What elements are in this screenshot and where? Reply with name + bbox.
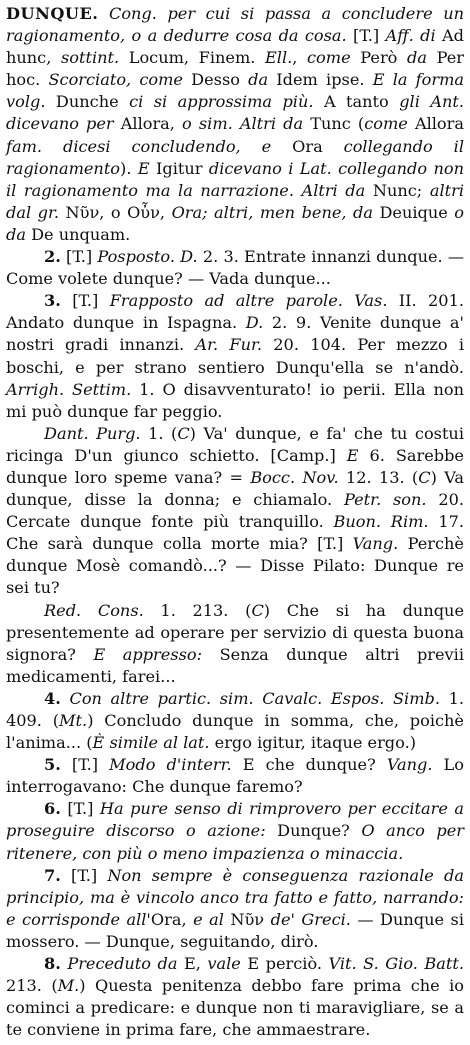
text-run: ergo igitur, itaque ergo.) bbox=[209, 733, 416, 753]
text-run: È simile al lat. bbox=[92, 733, 210, 753]
text-run: [T.] bbox=[346, 26, 386, 46]
text-run: Desso bbox=[182, 70, 249, 90]
text-run: Petr. son. bbox=[343, 490, 427, 510]
text-run: 1. 213. ( bbox=[143, 600, 252, 620]
text-run: Igitur bbox=[149, 158, 209, 178]
text-run: 12. 13. ( bbox=[338, 467, 419, 487]
text-run: e al bbox=[193, 909, 224, 929]
text-run: Mt. bbox=[59, 711, 88, 730]
text-run: [T.] bbox=[60, 865, 108, 885]
text-run: da bbox=[406, 48, 427, 68]
text-run: 6. Sarebbe dunque loro speme vana? = bbox=[6, 445, 464, 487]
text-run: Posposto. D. bbox=[97, 247, 198, 267]
text-run: Red. Cons. bbox=[44, 600, 144, 620]
text-run: Per hoc. bbox=[6, 48, 464, 90]
text-run: Vang. bbox=[386, 755, 433, 775]
text-run: come bbox=[307, 48, 351, 68]
text-run: Allora bbox=[407, 114, 464, 134]
text-run: 1. ( bbox=[140, 423, 178, 443]
text-run: altri dal gr. bbox=[6, 180, 464, 222]
text-run: Idem ipse. bbox=[268, 70, 373, 90]
text-run: Nunc; bbox=[365, 180, 430, 200]
entry-sense-3 bbox=[6, 290, 464, 423]
text-run: Ora bbox=[271, 136, 344, 156]
text-run: 20. 104. Per mezzo i boschi, e per strano sentiero Dunqu'ella se n'andò. bbox=[6, 335, 464, 377]
text-run: Ad hunc, bbox=[6, 26, 464, 68]
text-run: ci si approssima più. bbox=[129, 92, 314, 112]
text-run: M. bbox=[57, 976, 80, 996]
entry-sense-5 bbox=[6, 600, 464, 688]
text-run: E che dunque? bbox=[231, 755, 387, 775]
text-run: Vang. bbox=[352, 534, 399, 554]
text-run: Bocc. Nov. bbox=[250, 467, 339, 487]
text-run: 2. 3. Entrate innanzi dunque. — Come volete dunque? — Vada dunque... bbox=[6, 247, 465, 289]
text-run: C bbox=[251, 600, 264, 620]
text-run: Modo d'interr. bbox=[109, 755, 232, 775]
text-run: DUNQUE. bbox=[6, 4, 99, 23]
text-run: Dunque? bbox=[265, 821, 362, 841]
text-run: [T.] bbox=[60, 291, 110, 311]
entry-headword-paragraph bbox=[6, 3, 464, 246]
text-run: ) Che si ha dunque presentemente ad operare per servizio di questa buona signora? bbox=[6, 600, 464, 664]
text-run: Deuique bbox=[372, 202, 455, 222]
text-run: o sim. Altri da bbox=[182, 114, 304, 134]
text-run: Lo interrogavano: Che dunque faremo? bbox=[6, 755, 464, 797]
entry-sense-4 bbox=[6, 423, 464, 600]
text-run: ) Concludo dunque in somma, che, poichè l'anima... ( bbox=[6, 711, 464, 753]
text-run: Non sempre è conseguenza razionale da principio, ma è vincolo anco tra fatto e fatto, narrando: e corrisponde all' bbox=[6, 865, 464, 929]
text-run: ) Questa penitenza debbo fare prima che io cominci a predicare: e dunque non ti maravigliare, se a te conviene in prima fare, che ammaestrare. bbox=[6, 976, 464, 1040]
text-run: [T.] bbox=[60, 247, 98, 267]
text-run: 3. bbox=[44, 291, 61, 311]
text-run: Locum, Finem. bbox=[119, 48, 266, 68]
text-run: vale bbox=[207, 954, 241, 974]
text-run: E la forma volg. bbox=[6, 70, 465, 112]
text-run: Perchè dunque Mosè comandò...? — Disse Pilato: Dunque re sei tu? bbox=[6, 534, 464, 598]
text-run: D. bbox=[245, 313, 264, 333]
text-run: Νῦν bbox=[223, 909, 271, 929]
text-run: gli Ant. dicevano per bbox=[6, 92, 464, 134]
text-run: Ora; altri, men bene, da bbox=[171, 202, 373, 222]
text-run: Ora, bbox=[150, 909, 194, 929]
text-run: E bbox=[137, 158, 150, 178]
text-run: dicevano i Lat. collegando non il ragionamento ma la narrazione. Altri da bbox=[6, 158, 464, 200]
text-run: De unquam. bbox=[25, 224, 131, 244]
text-run: 17. Che sarà dunque colla morte mia? [T.] bbox=[6, 512, 464, 554]
text-run: II. 201. Andato dunque in Ispagna. bbox=[6, 291, 464, 333]
text-run: Tunc ( bbox=[303, 114, 365, 134]
text-run: E appresso: bbox=[93, 644, 203, 664]
text-run: O anco per ritenere, con più o meno impazienza o minaccia. bbox=[6, 821, 464, 863]
text-run: da bbox=[248, 70, 269, 90]
text-run: 7. bbox=[44, 865, 61, 885]
entry-sense-10 bbox=[6, 953, 464, 1041]
text-run: sottint. bbox=[60, 48, 120, 68]
text-run: 6. bbox=[44, 799, 61, 819]
text-run: [T.] bbox=[60, 755, 110, 775]
text-run: C bbox=[418, 467, 431, 487]
text-run: 4. bbox=[44, 688, 61, 708]
text-run: 1. 409. ( bbox=[6, 688, 464, 730]
entry-sense-6 bbox=[6, 688, 464, 754]
text-run: fam. dicesi concludendo, e bbox=[6, 136, 272, 156]
text-run: Ha pure senso di rimprovero per eccitare a proseguire discorso o azione: bbox=[6, 799, 464, 841]
text-run: 2. 9. Venite dunque a' nostri gradi innanzi. bbox=[6, 313, 464, 355]
text-run: 20. Cercate dunque fonte più tranquillo. bbox=[6, 490, 464, 532]
text-run: C bbox=[177, 423, 190, 443]
text-run: Dant. Purg. bbox=[44, 423, 141, 443]
text-run: Vit. S. Gio. Batt. bbox=[328, 954, 464, 974]
text-run: de' Greci. bbox=[270, 909, 351, 929]
text-run: E bbox=[346, 445, 359, 465]
text-run: 5. bbox=[44, 755, 61, 775]
text-run bbox=[98, 4, 109, 23]
text-run: , bbox=[292, 48, 308, 68]
entry-sense-2 bbox=[6, 246, 464, 290]
text-run: 2. bbox=[44, 247, 61, 267]
text-run: 8. bbox=[44, 954, 61, 974]
text-run: Con altre partic. sim. Cavalc. Espos. Simb. bbox=[69, 688, 440, 708]
text-run: Buon. Rim. bbox=[333, 512, 429, 532]
text-run: Allora, bbox=[113, 114, 183, 134]
text-run: Ell. bbox=[265, 48, 293, 68]
text-run: — Dunque si mossero. — Dunque, seguitando, dirò. bbox=[6, 909, 464, 951]
text-run: A tanto bbox=[313, 92, 400, 112]
entry-sense-7 bbox=[6, 754, 464, 798]
text-run: ) Va dunque, disse la donna; e chiamalo. bbox=[6, 467, 464, 510]
text-run: collegando il ragionamento bbox=[6, 136, 464, 178]
text-run: ). bbox=[120, 158, 138, 178]
text-run: Scorciato, come bbox=[48, 70, 183, 90]
entry-sense-8 bbox=[6, 798, 464, 864]
text-run: Preceduto da bbox=[67, 954, 178, 974]
text-run: Ar. Fur. bbox=[195, 335, 263, 355]
entry-sense-9 bbox=[6, 865, 464, 953]
text-run: Frapposto ad altre parole. Vas. bbox=[109, 291, 388, 311]
text-run: come bbox=[364, 114, 408, 134]
text-run: Senza dunque altri previi medicamenti, farei... bbox=[6, 644, 464, 686]
text-run: E, bbox=[177, 954, 208, 974]
text-run: 213. ( bbox=[6, 976, 58, 996]
text-run: Arrigh. Settim. bbox=[6, 379, 132, 399]
text-run: o da bbox=[6, 202, 465, 244]
text-run: Aff. di bbox=[385, 26, 436, 46]
text-run: Cong. per cui si passa a concludere un ragionamento, o a dedurre cosa da cosa. bbox=[6, 4, 464, 46]
text-run: Νῦν, o Οὖν, bbox=[59, 202, 172, 222]
text-run: ) Va' dunque, e fa' che tu costui ricinga D'un giunco schietto. [Camp.] bbox=[6, 423, 464, 465]
text-run: Però bbox=[350, 48, 407, 68]
text-run: 1. O disavventurato! io perii. Ella non mi può dunque far peggio. bbox=[6, 379, 464, 421]
text-run: Dunche bbox=[45, 92, 130, 112]
text-run: E perciò. bbox=[240, 954, 329, 974]
text-run: [T.] bbox=[60, 799, 100, 819]
